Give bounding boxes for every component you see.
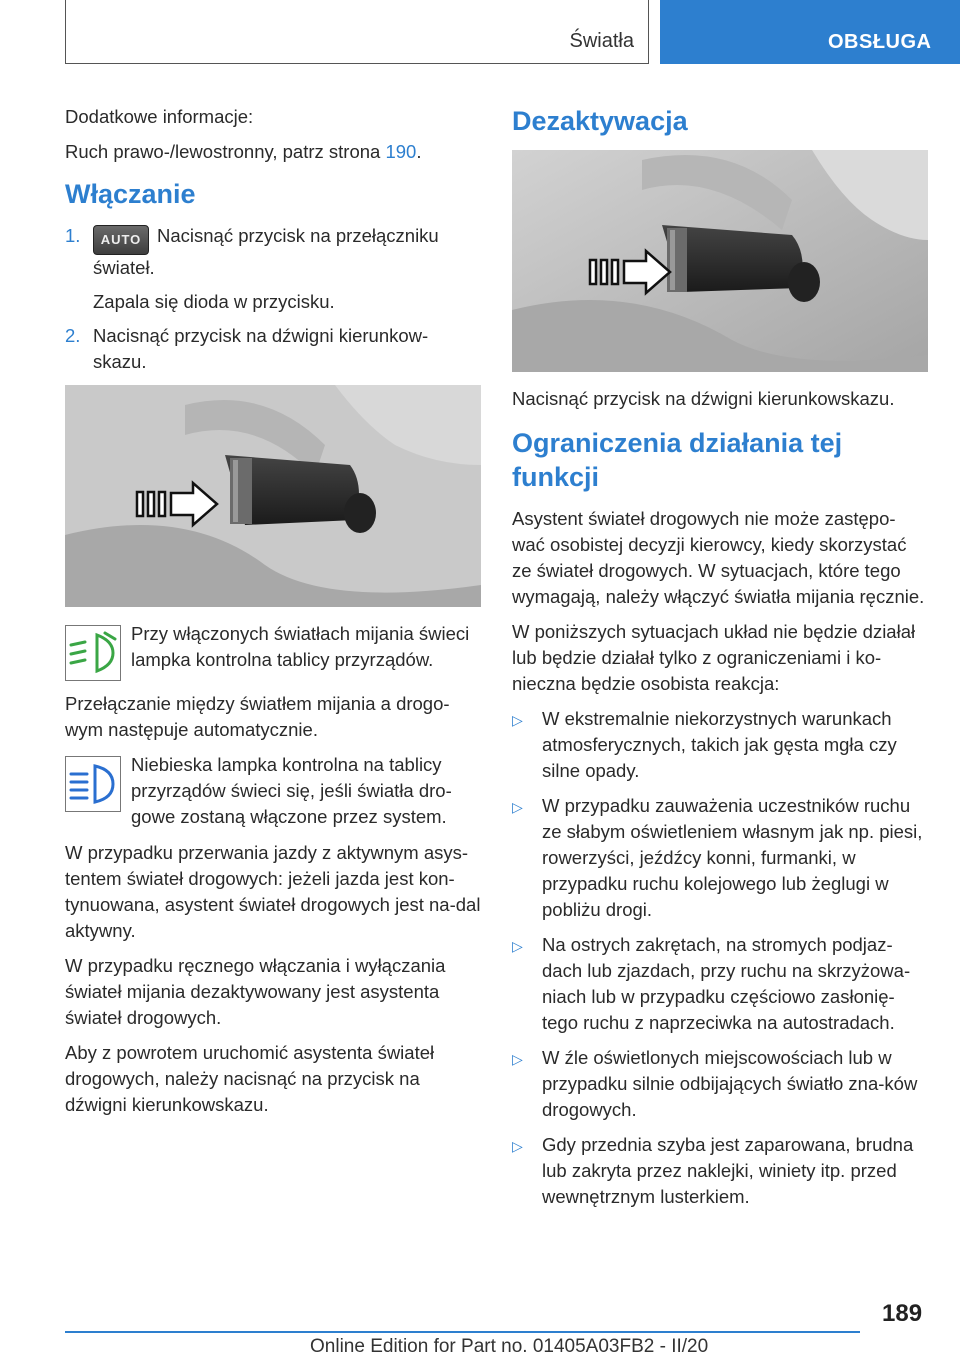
low-beam-indicator-text: Przy włączonych światłach mijania świeci lampka kontrolna tablicy przyrządów. xyxy=(131,623,470,670)
step-text: Nacisnąć przycisk na dźwigni kierunkow-skazu. xyxy=(93,325,429,372)
turn-signal-stalk-photo xyxy=(65,385,481,607)
high-beam-indicator-note xyxy=(65,752,481,830)
chapter-tab-label: OBSŁUGA xyxy=(828,31,932,53)
info-text: Ruch prawo-/lewostronny, patrz strona 190. xyxy=(65,141,422,162)
limitations-intro: Asystent świateł drogowych nie może zastępo-wać osobistej decyzji kierowcy, kiedy skorzystać ze świateł drogowych. W sytuacjach, które tego wymagają, należy włączyć światła mijania ręcznie. xyxy=(512,508,925,607)
step-text: Nacisnąć przycisk na przełączniku świateł. xyxy=(93,225,439,278)
header-frame xyxy=(65,0,649,64)
bullet-triangle-icon: ▷ xyxy=(512,1051,523,1067)
deactivate-caption: Nacisnąć przycisk na dźwigni kierunkowskazu. xyxy=(512,388,895,409)
limitations-list xyxy=(512,706,928,1210)
list-item: ▷ W źle oświetlonych miejscowościach lub w przypadku silnie odbijających światło zna-ków drogowych. xyxy=(512,1045,928,1123)
auto-switching-text: Przełączanie między światłem mijania a drogo-wym następuje automatycznie. xyxy=(65,693,450,740)
footer-divider xyxy=(65,1331,860,1333)
high-beam-indicator-text: Niebieska lampka kontrolna na tablicy przyrządów świeci się, jeśli światła dro-gowe zostaną włączone przez system. xyxy=(131,754,452,827)
header-section-title: Światła xyxy=(569,30,634,52)
list-item: ▷ Na ostrych zakrętach, na stromych podjaz-dach lub zjazdach, przy ruchu na skrzyżowa-niach lub w przypadku częściowo zasłonię-tego ruchu z naprzeciwka na autostradach. xyxy=(512,932,928,1036)
step-number: 1. xyxy=(65,225,81,246)
chapter-tab[interactable] xyxy=(660,0,960,64)
step-number: 2. xyxy=(65,325,81,346)
step-2 xyxy=(65,323,481,375)
page-number: 189 xyxy=(882,1300,923,1327)
list-item: ▷ W ekstremalnie niekorzystnych warunkach atmosferycznych, takich jak gęsta mgła czy silne opady. xyxy=(512,706,928,784)
list-item: ▷ Gdy przednia szyba jest zaparowana, brudna lub zakryta przez naklejki, winiety itp. przed wewnętrznym lusterkiem. xyxy=(512,1132,928,1210)
page-link[interactable]: 190 xyxy=(385,141,417,162)
step-1 xyxy=(65,223,481,315)
bullet-triangle-icon: ▷ xyxy=(512,1138,523,1154)
edition-text: Online Edition for Part no. 01405A03FB2 - II/20 xyxy=(310,1336,709,1357)
high-beam-indicator-icon xyxy=(65,756,121,812)
paragraph-manual: W przypadku ręcznego włączania i wyłączania świateł mijania dezaktywowany jest asystenta świateł drogowych. xyxy=(65,955,446,1028)
section-heading-limitations: Ograniczenia działania tej funkcji xyxy=(512,428,843,492)
list-item: ▷ W przypadku zauważenia uczestników ruchu ze słabym oświetleniem własnym jak np. piesi, rowerzyści, jeźdźcy konni, furmanki, w przypadku ruchu kolejowego lub żeglugi w pobliżu drogi. xyxy=(512,793,928,923)
section-heading-deactivate: Dezaktywacja xyxy=(512,106,688,136)
paragraph-interrupt: W przypadku przerwania jazdy z aktywnym asys-tentem świateł drogowych: jeżeli jazda jest kon-tynuowana, asystent świateł drogowych jest na-dal aktywny. xyxy=(65,842,481,941)
turn-signal-stalk-photo-2 xyxy=(512,150,928,372)
step-subtext: Zapala się dioda w przycisku. xyxy=(93,291,335,312)
paragraph-reactivate: Aby z powrotem uruchomić asystenta świateł drogowych, należy nacisnąć na przycisk na dźwigni kierunkowskazu. xyxy=(65,1042,435,1115)
right-column xyxy=(512,104,928,1219)
auto-button-icon: AUTO xyxy=(93,225,149,255)
bullet-triangle-icon: ▷ xyxy=(512,799,523,815)
info-label: Dodatkowe informacje: xyxy=(65,106,254,127)
bullet-triangle-icon: ▷ xyxy=(512,712,523,728)
section-heading-enable: Włączanie xyxy=(65,179,196,209)
bullet-triangle-icon: ▷ xyxy=(512,938,523,954)
low-beam-indicator-icon xyxy=(65,625,121,681)
limitations-situations: W poniższych sytuacjach układ nie będzie działał lub będzie działał tylko z ograniczeniami i ko-nieczna będzie osobista reakcja: xyxy=(512,621,916,694)
left-column xyxy=(65,104,481,1127)
low-beam-indicator-note xyxy=(65,621,481,681)
